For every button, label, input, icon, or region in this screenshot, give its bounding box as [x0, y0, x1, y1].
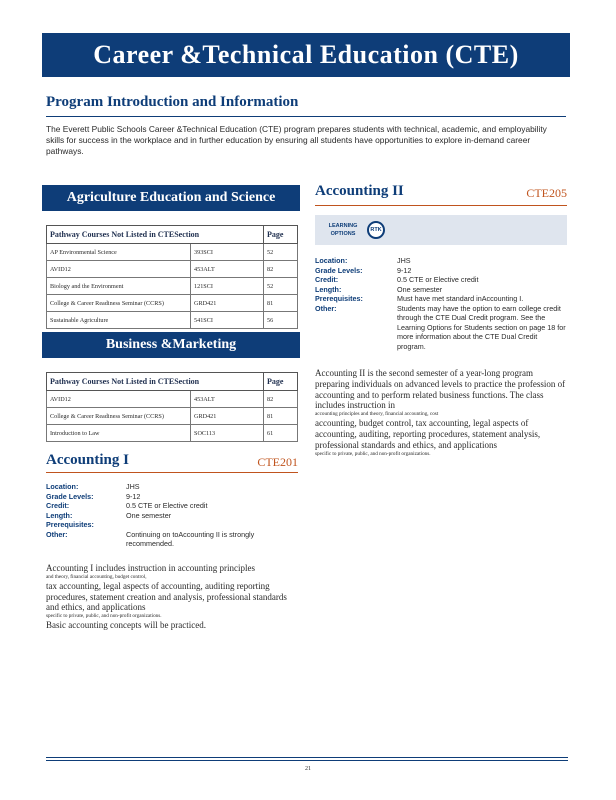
info-label: Credit: — [315, 275, 339, 284]
page-number-cell: 81 — [264, 295, 298, 312]
info-label: Credit: — [46, 501, 70, 510]
info-row — [46, 492, 298, 502]
table-row — [47, 312, 298, 329]
table-header-row — [47, 373, 298, 391]
course-code-cell: GRD421 — [191, 295, 264, 312]
table-row — [47, 391, 298, 408]
table-row — [47, 261, 298, 278]
info-value: JHS — [126, 482, 140, 491]
footer-rule — [46, 760, 568, 761]
course-name-cell: AVID12 — [47, 261, 191, 278]
info-label: Other: — [315, 303, 337, 313]
accounting2-info — [315, 256, 567, 351]
description-text: Basic accounting concepts will be practiced. — [46, 620, 206, 631]
info-row — [46, 520, 298, 530]
table-row — [47, 278, 298, 295]
description-small-text: accounting principles and theory, financial accounting, cost — [315, 411, 439, 418]
page-number-cell: 82 — [264, 261, 298, 278]
info-value — [126, 520, 298, 530]
info-row — [315, 256, 567, 266]
info-label: Length: — [315, 284, 342, 294]
info-label: Location: — [46, 482, 79, 491]
info-value: 9-12 — [126, 491, 141, 501]
course-name-cell: College & Career Readiness Seminar (CCRS) — [47, 295, 191, 312]
page-number-cell: 52 — [264, 278, 298, 295]
column-header-page: Page — [264, 373, 298, 391]
course-code-cell: 541SCI — [191, 312, 264, 329]
info-row — [46, 482, 298, 492]
learning-options-label: LEARNING OPTIONS — [328, 223, 358, 237]
divider — [46, 116, 566, 117]
business-table — [46, 372, 298, 442]
learning-options-icon: RTK — [367, 221, 385, 239]
info-value: Must have met standard inAccounting I. — [397, 294, 524, 303]
learning-options-box — [315, 215, 567, 245]
info-value: Students may have the option to earn college credit through the CTE Dual Credit program. See the Learning Options for Students section on page 18 for more information about the CTE Dual Credit program. — [397, 303, 566, 351]
column-header-course: Pathway Courses Not Listed in CTESection — [47, 373, 264, 391]
accounting2-code: CTE205 — [526, 186, 567, 200]
course-code-cell: 453ALT — [191, 261, 264, 278]
info-label: Location: — [315, 256, 348, 265]
course-name-cell: College & Career Readiness Seminar (CCRS) — [47, 408, 191, 425]
description-text: tax accounting, legal aspects of accounting, auditing reporting procedures, statement creation and analysis, professional standards and ethics, and applications — [46, 580, 287, 613]
table-row — [47, 425, 298, 442]
info-label: Grade Levels: — [315, 265, 363, 275]
course-name-cell: Biology and the Environment — [47, 278, 191, 295]
accounting1-code: CTE201 — [257, 455, 298, 469]
info-row — [46, 530, 298, 549]
course-code-cell: 393SCI — [191, 244, 264, 261]
course-name-cell: Introduction to Law — [47, 425, 191, 442]
info-row — [315, 304, 567, 352]
info-row — [46, 511, 298, 521]
info-row — [315, 275, 567, 285]
course-name-cell: Sustainable Agriculture — [47, 312, 191, 329]
description-small-text: and theory, financial accounting, budget control, — [46, 573, 147, 580]
description-text: accounting, budget control, tax accounting, legal aspects of accounting, auditing, reporting procedures, statement analysis, professional standards and ethics, and applications — [315, 418, 541, 450]
page-number-cell: 82 — [264, 391, 298, 408]
info-label: Grade Levels: — [46, 491, 94, 501]
page-number-cell: 61 — [264, 425, 298, 442]
table-row — [47, 408, 298, 425]
info-row — [315, 294, 567, 304]
info-value: 0.5 CTE or Elective credit — [397, 275, 479, 284]
info-row — [46, 501, 298, 511]
divider — [46, 472, 298, 473]
page-number: 21 — [305, 766, 311, 772]
info-label: Prerequisites: — [315, 294, 363, 303]
cte-banner: Career &Technical Education (CTE) — [42, 33, 570, 77]
agriculture-table — [46, 225, 298, 329]
accounting1-info — [46, 482, 298, 549]
column-header-course: Pathway Courses Not Listed in CTESection — [47, 226, 264, 244]
info-label: Other: — [46, 529, 68, 539]
course-code-cell: 453ALT — [191, 391, 264, 408]
info-row — [315, 266, 567, 276]
info-label: Prerequisites: — [46, 520, 94, 529]
table-row — [47, 295, 298, 312]
page-number-cell: 81 — [264, 408, 298, 425]
footer-rule — [46, 757, 568, 758]
accounting2-description — [315, 368, 567, 458]
accounting1-description — [46, 563, 298, 631]
description-small-text: specific to private, public, and non-profit organizations. — [315, 450, 431, 457]
accounting1-title: Accounting I — [46, 452, 129, 468]
course-name-cell: AP Environmental Science — [47, 244, 191, 261]
info-value: Continuing on toAccounting II is strongly recommended. — [126, 529, 255, 548]
divider — [315, 205, 567, 206]
info-value: One semester — [397, 284, 443, 294]
column-header-page: Page — [264, 226, 298, 244]
description-small-text: specific to private, public, and non-profit organizations. — [46, 613, 162, 620]
table-header-row — [47, 226, 298, 244]
description-text: Accounting II is the second semester of a year-long program preparing individuals on advanced levels to practice the profession of accounting and to perform related business functions. The class includes instruction in — [315, 368, 566, 411]
program-intro-text: The Everett Public Schools Career &Technical Education (CTE) program prepares students with technical, academic, and employability skills for success in the workplace and in further education by ensuring all students have opportunities to explore in-demand career pathways. — [46, 124, 547, 156]
info-value: One semester — [126, 510, 172, 520]
info-row — [315, 285, 567, 295]
business-heading: Business &Marketing — [42, 332, 300, 358]
info-value: 9-12 — [397, 265, 412, 275]
table-row — [47, 244, 298, 261]
info-value: 0.5 CTE or Elective credit — [126, 501, 208, 510]
course-code-cell: SOC113 — [191, 425, 264, 442]
course-code-cell: 121SCI — [191, 278, 264, 295]
course-name-cell: AVID12 — [47, 391, 191, 408]
info-value: JHS — [397, 256, 411, 265]
agriculture-heading: Agriculture Education and Science — [42, 185, 300, 211]
course-code-cell: GRD421 — [191, 408, 264, 425]
page-number-cell: 56 — [264, 312, 298, 329]
description-text: Accounting I includes instruction in accounting principles — [46, 563, 255, 573]
info-label: Length: — [46, 510, 73, 520]
page-number-cell: 52 — [264, 244, 298, 261]
program-intro-title: Program Introduction and Information — [46, 94, 299, 110]
accounting2-title: Accounting II — [315, 183, 404, 199]
